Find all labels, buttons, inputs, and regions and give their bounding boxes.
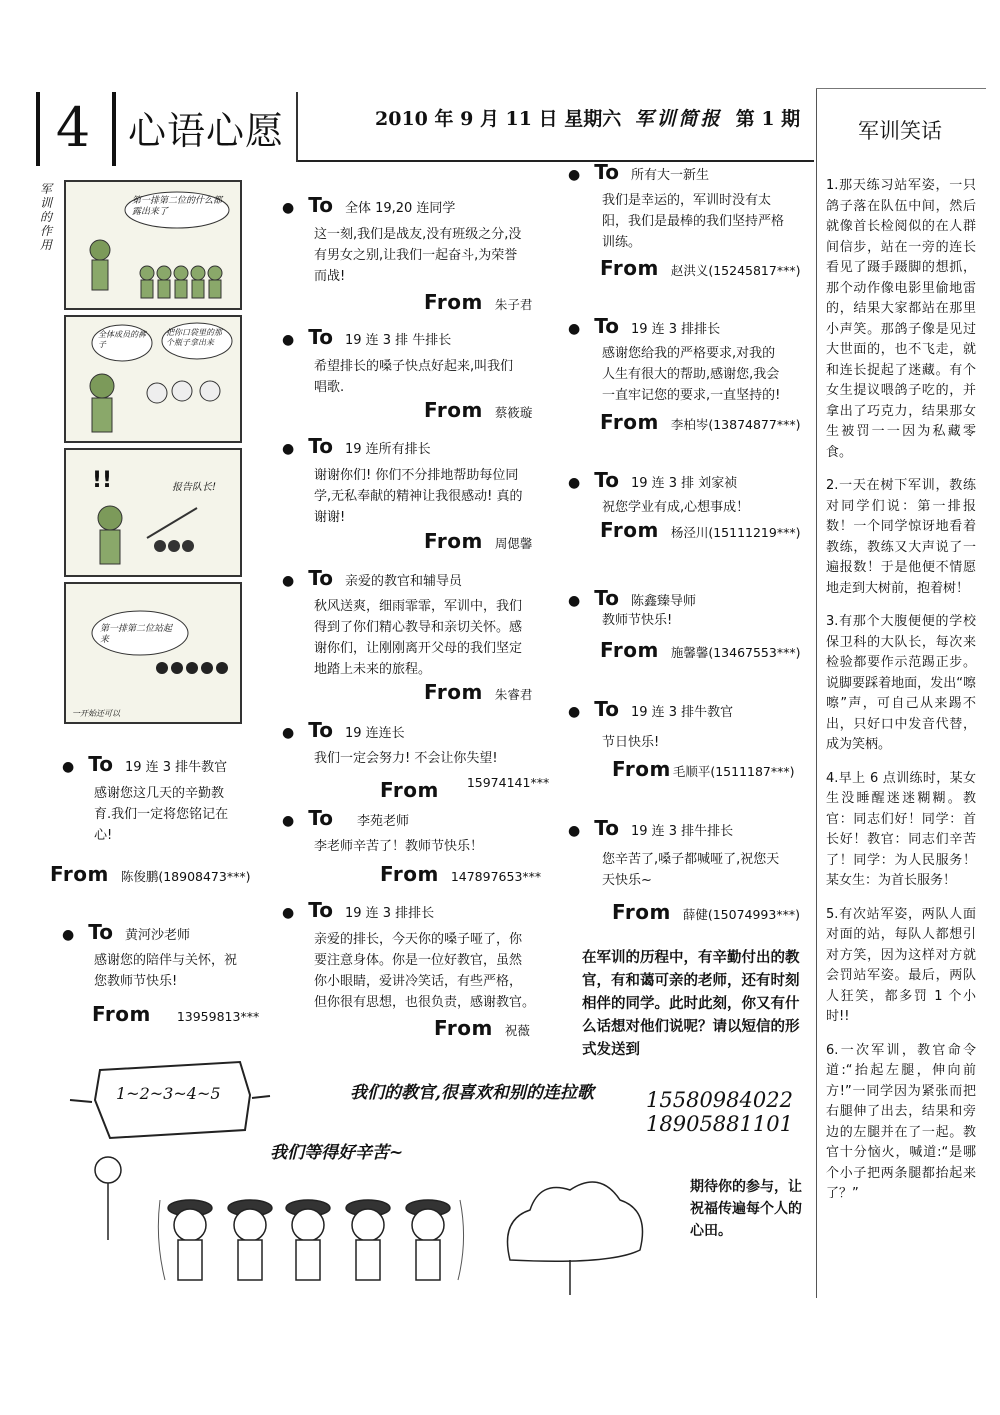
bullet-icon: ●	[282, 905, 295, 921]
comic-p2-bubble-left: 全体成员的裤子	[98, 330, 146, 349]
msg-mid-2-body	[314, 356, 513, 398]
msg-right-1-to	[568, 160, 709, 184]
to-label: To	[308, 193, 333, 217]
recipient: 所有大一新生	[630, 168, 709, 183]
msg-right-4-from	[600, 638, 800, 662]
msg-mid-6-body	[314, 836, 483, 857]
from-label: From	[92, 1002, 151, 1026]
to-label: To	[308, 898, 333, 922]
msg-left-1-from	[50, 862, 250, 886]
to-label: To	[308, 434, 333, 458]
joke-item: 6.一次军训，教官命令道:“抬起左腿，伸向前方!”一同学因为紧张而把右腿伸了出去，结果和旁边的左腿并在了一起。教官十分恼火，喊道:“是哪个小子把两条腿都抬起来了？”	[826, 1042, 976, 1201]
msg-mid-3-from	[424, 529, 532, 553]
bottom-caption-mid: 我们等得好辛苦~	[270, 1143, 404, 1163]
to-label: To	[594, 314, 619, 338]
msg-right-3-to	[568, 468, 737, 492]
msg-right-2-to	[568, 314, 720, 338]
sender: 祝薇	[504, 1023, 530, 1038]
to-label: To	[308, 566, 333, 590]
msg-mid-3-body	[314, 465, 522, 528]
to-label: To	[88, 920, 113, 944]
recipient: 19 连 3 排排长	[630, 322, 721, 337]
msg-right-5-from	[612, 757, 795, 781]
to-label: To	[594, 468, 619, 492]
from-label: From	[380, 862, 439, 886]
sender: 13959813***	[176, 1009, 260, 1024]
to-label: To	[308, 718, 333, 742]
msg-left-2-to	[62, 920, 190, 944]
recipient: 19 连 3 排牛排长	[630, 824, 734, 839]
from-label: From	[600, 256, 659, 280]
bullet-icon: ●	[568, 167, 581, 183]
header-underline	[298, 160, 814, 162]
msg-mid-6-from	[380, 862, 541, 886]
msg-right-5-to	[568, 697, 733, 721]
bullet-icon: ●	[282, 813, 295, 829]
bullet-icon: ●	[282, 725, 295, 741]
recipient: 19 连 3 排牛教官	[630, 705, 734, 720]
count-sign: 1~2~3~4~5	[116, 1084, 221, 1103]
to-label: To	[594, 160, 619, 184]
body-line: 感谢您给我的严格要求,对我的	[602, 346, 776, 361]
header-rule-right	[296, 92, 298, 162]
recipient: 全体 19,20 连同学	[344, 201, 456, 216]
msg-right-1-body	[602, 190, 784, 253]
body-line: 这一刻,我们是战友,没有班级之分,没	[314, 227, 522, 242]
phone-number-2: 18905881101	[646, 1112, 793, 1136]
from-label: From	[50, 862, 109, 886]
msg-mid-4-to	[282, 566, 462, 590]
joke-item: 4.早上 6 点训练时，某女生没睡醒迷迷糊糊。教官：同志们好！同学：首长好！教官：同志们辛苦了！同学：为人民服务！某女生：为首长服务！	[826, 770, 976, 888]
to-label: To	[594, 697, 619, 721]
from-label: From	[600, 410, 659, 434]
jokes-top-rule	[816, 88, 986, 89]
joke-item: 5.有次站军姿，两队人面对面的站，每队人都想引对方笑，因为这样对方就会罚站军姿。最后，两队人狂笑，都多罚 1 个小时!!	[826, 906, 976, 1024]
msg-mid-2-to	[282, 325, 451, 349]
to-label: To	[594, 586, 619, 610]
from-label: From	[424, 398, 483, 422]
body-line: 感谢您这几天的辛勤教	[94, 786, 225, 801]
msg-mid-7-to	[282, 898, 434, 922]
body-line: 我们是幸运的，军训时没有太	[602, 193, 772, 208]
bullet-icon: ●	[62, 759, 75, 775]
jokes-title: 军训笑话	[858, 119, 942, 143]
recipient: 亲爱的教官和辅导员	[344, 574, 462, 589]
recipient: 19 连 3 排 牛排长	[344, 333, 452, 348]
from-label: From	[600, 638, 659, 662]
msg-right-5-body	[602, 732, 659, 753]
msg-right-4-body	[602, 610, 672, 631]
body-line: 你小眼睛，爱讲冷笑话，有些严格，	[314, 974, 523, 989]
body-line: 李老师辛苦了！教师节快乐！	[314, 839, 484, 854]
recipient: 19 连 3 排牛教官	[124, 760, 228, 775]
comic-strip	[62, 178, 244, 726]
page-number: 4	[55, 96, 91, 159]
bullet-icon: ●	[568, 475, 581, 491]
to-label: To	[308, 806, 333, 830]
from-label: From	[424, 290, 483, 314]
bullet-icon: ●	[568, 823, 581, 839]
sender: 李柏岑(13874877***)	[670, 417, 801, 432]
body-line: 育.我们一定将您铭记在	[94, 807, 229, 822]
body-line: 您辛苦了,嗓子都喊哑了,祝您天	[602, 852, 780, 867]
bottom-comic	[40, 1050, 680, 1300]
issue-date: 2010 年 9 月 11 日 星期六	[375, 108, 622, 130]
bullet-icon: ●	[282, 332, 295, 348]
body-line: 我们一定会努力! 不会让你失望!	[314, 751, 498, 766]
from-label: From	[380, 778, 439, 802]
msg-mid-2-from	[424, 398, 532, 422]
comic-side-title: 军 训 的 作 用	[40, 182, 53, 252]
body-line: 教师节快乐!	[602, 613, 673, 628]
msg-right-2-from	[600, 410, 800, 434]
body-line: 天快乐~	[602, 873, 652, 888]
sender: 朱睿君	[494, 687, 533, 702]
issue-number: 第 1 期	[735, 108, 801, 130]
bullet-icon: ●	[62, 927, 75, 943]
closing-text: 期待你的参与，让祝福传遍每个人的心田。	[690, 1179, 802, 1239]
body-line: 得到了你们精心教导和亲切关怀。感	[314, 620, 523, 635]
to-label: To	[594, 816, 619, 840]
comic-p4-bubble: 第一排第二位站起来	[100, 624, 173, 645]
msg-mid-5-to	[282, 718, 405, 742]
from-label: From	[612, 900, 671, 924]
msg-mid-1-from	[424, 290, 532, 314]
recipient: 19 连所有排长	[344, 442, 431, 457]
phone-number-1: 15580984022	[646, 1088, 793, 1112]
body-line: 感谢您的陪伴与关怀，祝	[94, 953, 238, 968]
joke-item: 1.那天练习站军姿，一只鸽子落在队伍中间，然后就像首长检阅似的在人群间信步，站在一旁的连长看见了蹑手蹑脚的想抓，那个动作像电影里偷地雷的，结果大家都站在那里小声笑。那鸽子像是见过大世面的，也不飞走，就和连长捉起了迷藏。有个女生提议喂鸽子吃的，并拿出了巧克力，结果那女生被罚一一因为私藏零食。	[826, 178, 976, 460]
msg-right-3-body	[602, 497, 749, 518]
body-line: 要注意身体。你是一位好教官，虽然	[314, 953, 523, 968]
comic-p3-bubble: 报告队长!	[172, 482, 217, 493]
from-label: From	[424, 529, 483, 553]
recipient: 19 连 3 排排长	[344, 906, 435, 921]
msg-right-6-to	[568, 816, 733, 840]
msg-mid-5-body	[314, 748, 498, 769]
msg-mid-7-from	[434, 1016, 530, 1040]
body-line: 而战!	[314, 269, 346, 284]
body-line: 有男女之别,让我们一起奋斗,为荣誉	[314, 248, 518, 263]
recipient: 陈鑫臻导师	[630, 594, 696, 609]
bullet-icon: ●	[568, 704, 581, 720]
body-line: 人生有很大的帮助,感谢您,我会	[602, 367, 780, 382]
recipient: 19 连 3 排 刘家祯	[630, 476, 738, 491]
comic-p3-exclaim: !!	[92, 468, 113, 493]
msg-mid-6-to	[282, 806, 409, 830]
msg-left-1-to	[62, 752, 227, 776]
comic-p1-bubble: 第一排第二位的什么都露出来了	[132, 196, 223, 217]
recipient: 19 连连长	[344, 726, 405, 741]
sender: 陈俊鹏(18908473***)	[120, 869, 251, 884]
dateline	[375, 104, 800, 131]
bullet-icon: ●	[568, 593, 581, 609]
from-label: From	[424, 680, 483, 704]
body-line: 一直牢记您的要求,一直坚持的!	[602, 388, 781, 403]
msg-mid-4-from	[424, 680, 532, 704]
header-rule-mid	[112, 92, 116, 166]
body-line: 亲爱的排长，今天你的嗓子哑了，你	[314, 932, 523, 947]
sender: 周偲馨	[494, 536, 533, 551]
msg-mid-7-body	[314, 929, 535, 1013]
body-line: 节日快乐!	[602, 735, 660, 750]
msg-mid-3-to	[282, 434, 431, 458]
msg-right-6-from	[612, 900, 800, 924]
to-label: To	[308, 325, 333, 349]
body-line: 心!	[94, 828, 113, 843]
sender: 施馨馨(13467553***)	[670, 645, 801, 660]
msg-left-1-body	[94, 783, 228, 846]
invite-text: 在军训的历程中，有辛勤付出的教官，有和蔼可亲的老师，还有时刻相伴的同学。此时此刻，你又有什么话想对他们说呢？请以短信的形式发送到	[582, 950, 800, 1058]
body-line: 学,无私奉献的精神让我很感动! 真的	[314, 489, 523, 504]
sender: 薛健(15074993***)	[682, 907, 800, 922]
from-label: From	[434, 1016, 493, 1040]
msg-mid-4-body	[314, 596, 522, 680]
sender: 赵洪义(15245817***)	[670, 263, 801, 278]
body-line: 祝您学业有成,心想事成！	[602, 500, 750, 515]
bullet-icon: ●	[282, 200, 295, 216]
sender: 朱子君	[494, 297, 533, 312]
body-line: 谢谢!	[314, 510, 346, 525]
bullet-icon: ●	[282, 441, 295, 457]
body-line: 谢谢你们! 你们不分排地帮助每位同	[314, 468, 519, 483]
msg-right-1-from	[600, 256, 800, 280]
sender: 蔡筱璇	[494, 405, 533, 420]
sender: 147897653***	[450, 869, 542, 884]
to-label: To	[88, 752, 113, 776]
section-title: 心语心愿	[128, 109, 285, 153]
body-line: 谢你们，让刚刚离开父母的我们坚定	[314, 641, 523, 656]
msg-right-2-body	[602, 343, 780, 406]
bullet-icon: ●	[568, 321, 581, 337]
comic-p2-bubble-right: 把你口袋里的那个瓶子拿出来	[166, 328, 222, 347]
body-line: 秋风送爽，细雨霏霏，军训中，我们	[314, 599, 523, 614]
from-label: From	[612, 757, 671, 781]
body-line: 阳，我们是最棒的我们坚持严格	[602, 214, 785, 229]
column-divider-jokes	[816, 88, 817, 1298]
bullet-icon: ●	[282, 573, 295, 589]
msg-right-6-body	[602, 849, 779, 891]
recipient: 李苑老师	[356, 814, 409, 829]
msg-right-4-to	[568, 586, 696, 610]
msg-left-2-body	[94, 950, 237, 992]
bottom-caption-top: 我们的教官,很喜欢和别的连拉歌	[350, 1083, 594, 1103]
msg-left-2-from	[92, 1002, 259, 1026]
body-line: 训练。	[602, 235, 642, 250]
msg-mid-1-body	[314, 224, 521, 287]
msg-right-3-from	[600, 518, 800, 542]
body-line: 唱歌.	[314, 380, 345, 395]
sender: 15974141***	[466, 775, 550, 790]
recipient: 黄河沙老师	[124, 928, 190, 943]
comic-p4-caption: 一开始还可以	[72, 709, 120, 718]
body-line: 希望排长的嗓子快点好起来,叫我们	[314, 359, 514, 374]
msg-mid-5-from	[380, 775, 550, 802]
body-line: 但你很有思想，也很负责，感谢教官。	[314, 995, 536, 1010]
jokes-list	[826, 176, 976, 1218]
body-line: 您教师节快乐!	[94, 974, 178, 989]
body-line: 地踏上未来的旅程。	[314, 662, 432, 677]
joke-item: 3.有那个大腹便便的学校保卫科的大队长，每次来检验都要作示范踢正步。说脚要踩着地面，发出“嚓嚓”声，可自己从来踢不出，只好口中发音代替，成为笑柄。	[826, 614, 976, 752]
paper-name: 军训简报	[634, 108, 723, 130]
from-label: From	[600, 518, 659, 542]
sender: 毛顺平(1511187***)	[672, 764, 795, 779]
msg-mid-1-to	[282, 193, 455, 217]
sender: 杨泾川(15111219***)	[670, 525, 801, 540]
joke-item: 2.一天在树下军训，教练对同学们说：第一排报数！一个同学惊讶地看着教练，教练又大声说了一遍报数！于是他便不情愿地走到大树前，抱着树！	[826, 478, 976, 596]
